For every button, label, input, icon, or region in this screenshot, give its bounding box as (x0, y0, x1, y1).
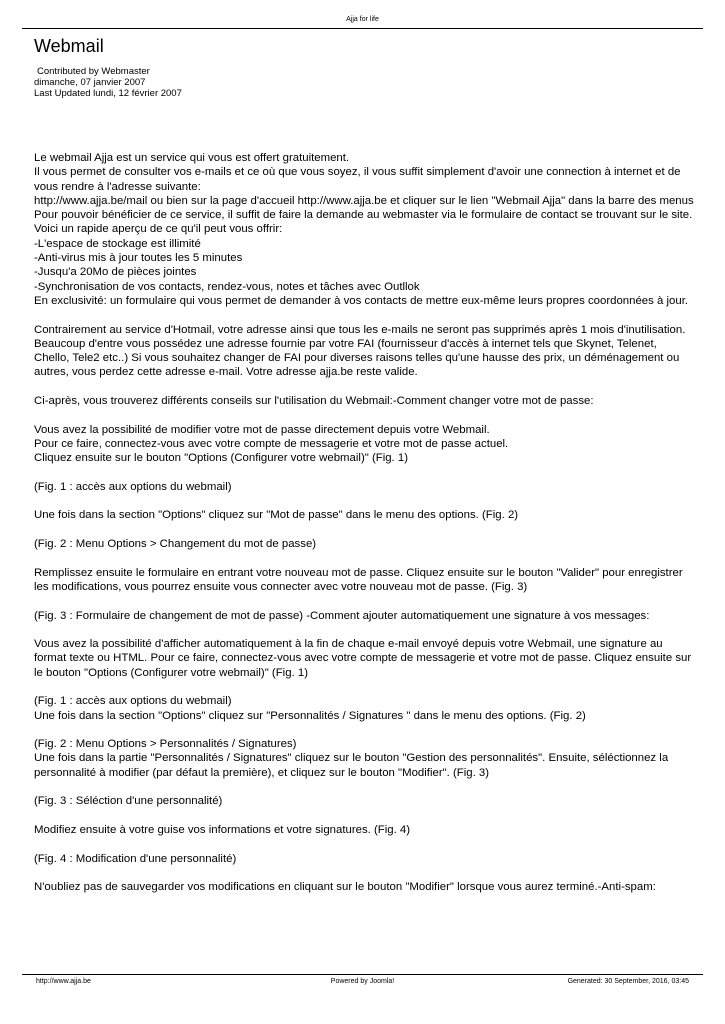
feature-item: -Jusqu'a 20Mo de pièces jointes (34, 266, 197, 279)
feature-item: -Anti-virus mis à jour toutes les 5 minutes (34, 252, 243, 265)
figure-caption: (Fig. 1 : accès aux options du webmail) (34, 695, 232, 708)
site-name-header: Ajja for life (346, 16, 379, 23)
paragraph: Cliquez ensuite sur le bouton "Options (Configurer votre webmail)" (Fig. 1) (34, 452, 409, 465)
last-updated: Last Updated lundi, 12 février 2007 (34, 88, 182, 99)
intro-line: Pour pouvoir bénéficier de ce service, il suffit de faire la demande au webmaster via le formulaire de contact se trouvant sur le site. (34, 209, 693, 222)
intro-line: Il vous permet de consulter vos e-mails et ce où que vous soyez, il vous suffit simplement d'avoir une connection à internet et de vous rendre à l'adresse suivante: (34, 166, 681, 193)
intro-line: En exclusivité: un formulaire qui vous permet de demander à vos contacts de mettre eux-même leurs propres coordonnées à jour. (34, 294, 689, 307)
paragraph: Vous avez la possibilité de modifier votre mot de passe directement depuis votre Webmail. (34, 423, 490, 436)
figure-caption: (Fig. 3 : Séléction d'une personnalité) (34, 795, 223, 808)
bottom-divider (22, 974, 703, 975)
page-title: Webmail (34, 36, 104, 56)
paragraph: N'oubliez pas de sauvegarder vos modifications en cliquant sur le bouton "Modifier" lorsque vous aurez terminé.-Anti-spam: (34, 881, 656, 894)
intro-section (34, 151, 694, 308)
paragraph: Vous avez la possibilité d'afficher automatiquement à la fin de chaque e-mail envoyé depuis votre Webmail, une signature au format texte ou HTML. Pour ce faire, connectez-vous avec votre compte de messagerie et votre mot de passe. Cliquez ensuite sur le bouton "Options (Configurer votre webmail)" (Fig. 1) (34, 638, 692, 679)
feature-item: -L'espace de stockage est illimité (34, 237, 201, 250)
article-meta (34, 66, 182, 99)
personality-management-section (34, 737, 694, 780)
paragraph: Remplissez ensuite le formulaire en entrant votre nouveau mot de passe. Cliquez ensuite sur le bouton "Valider" pour enregistrer les modifications, vous pourrez ensuite vous connecter avec votre nouveau mot de passe. (Fig. 3) (34, 566, 683, 593)
conseils-paragraph: Ci-après, vous trouverez différents conseils sur l'utilisation du Webmail:-Comment changer votre mot de passe: (34, 395, 594, 408)
top-divider (22, 28, 703, 29)
intro-line: Le webmail Ajja est un service qui vous est offert gratuitement. (34, 152, 350, 164)
footer-generated: Generated: 30 September, 2016, 03:45 (567, 978, 689, 985)
paragraph: Une fois dans la section "Options" cliquez sur "Mot de passe" dans le menu des options. (Fig. 2) (34, 509, 519, 522)
paragraph: Une fois dans la partie "Personnalités / Signatures" cliquez sur le bouton "Gestion des personnalités". Ensuite, séléctionnez la personnalité à modifier (par défaut la première), et cliquez sur le bouton "Modifier". (Fig. 3) (34, 752, 669, 779)
contributed-by: Contributed by Webmaster (37, 66, 150, 77)
footer-powered: Powered by Joomla! (330, 978, 395, 985)
personality-section (34, 694, 694, 723)
figure-caption: (Fig. 3 : Formulaire de changement de mot de passe) -Comment ajouter automatiquement une signature à vos messages: (34, 609, 650, 622)
change-password-section (34, 423, 694, 466)
publish-date: dimanche, 07 janvier 2007 (34, 77, 146, 88)
paragraph: Une fois dans la section "Options" cliquez sur "Personnalités / Signatures " dans le menu des options. (Fig. 2) (34, 709, 586, 722)
intro-line: http://www.ajja.be/mail ou bien sur la page d'accueil http://www.ajja.be et cliquer sur le lien "Webmail Ajja" dans la barre des menus (34, 194, 694, 207)
feature-item: -Synchronisation de vos contacts, rendez-vous, notes et tâches avec Outllok (34, 280, 420, 293)
footer-url: http://www.ajja.be (36, 978, 91, 985)
intro-line: Voici un rapide aperçu de ce qu'il peut vous offrir: (34, 223, 283, 236)
figure-caption: (Fig. 1 : accès aux options du webmail) (34, 480, 232, 493)
figure-caption: (Fig. 2 : Menu Options > Personnalités / Signatures) (34, 738, 297, 751)
paragraph: Beaucoup d'entre vous possédez une adresse fournie par votre FAI (fournisseur d'accès à internet tels que Skynet, Telenet, Chello, Tele2 etc..) Si vous souhaitez changer de FAI pour diverses raisons telles qu'une hausse des prix, un déménagement ou autres, vous perdez cette adresse e-mail. Votre adresse ajja.be reste valide. (34, 337, 680, 379)
paragraph: Pour ce faire, connectez-vous avec votre compte de messagerie et votre mot de passe actuel. (34, 437, 509, 450)
figure-caption: (Fig. 4 : Modification d'une personnalité) (34, 852, 237, 865)
article-body (34, 151, 694, 894)
figure-caption: (Fig. 2 : Menu Options > Changement du mot de passe) (34, 538, 317, 551)
paragraph: Modifiez ensuite à votre guise vos informations et votre signatures. (Fig. 4) (34, 823, 411, 836)
paragraph: Contrairement au service d'Hotmail, votre adresse ainsi que tous les e-mails ne seront pas supprimés après 1 mois d'inutilisation. (34, 323, 686, 336)
hotmail-section (34, 323, 694, 380)
